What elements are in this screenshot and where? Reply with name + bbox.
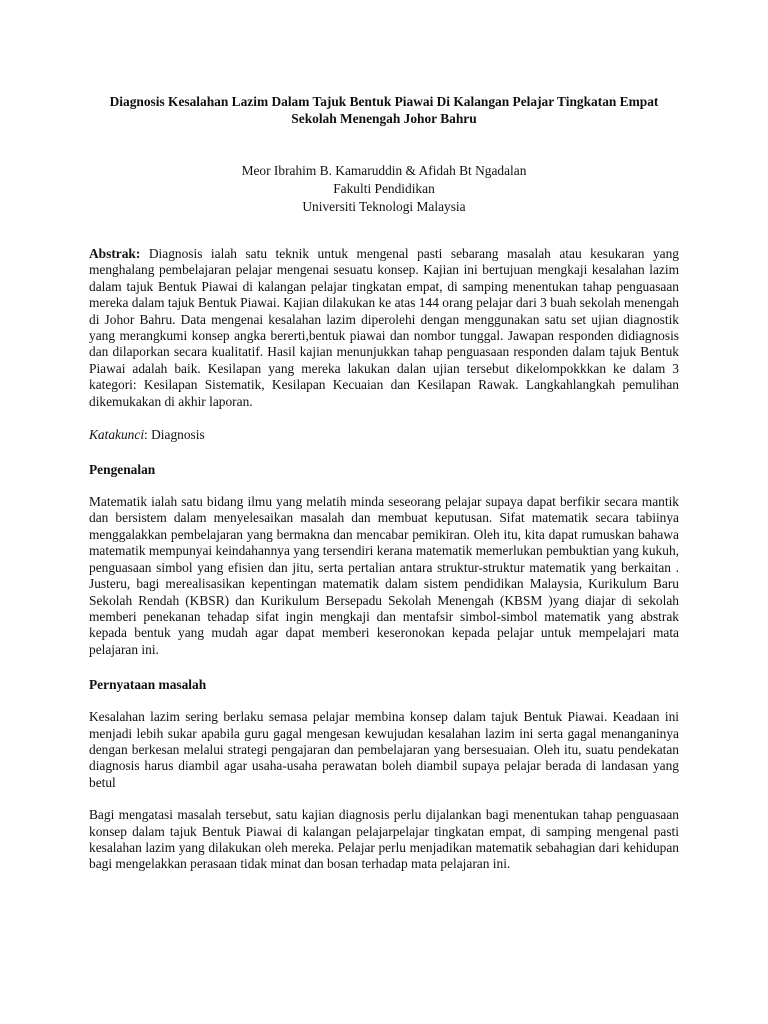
author-names: Meor Ibrahim B. Kamaruddin & Afidah Bt Ngadalan: [241, 163, 527, 178]
paper-title-line-1: Diagnosis Kesalahan Lazim Dalam Tajuk Bentuk Piawai Di Kalangan Pelajar Tingkatan Empat: [109, 94, 659, 109]
keywords: [89, 427, 679, 443]
abstract: [89, 246, 679, 410]
keywords-value: : Diagnosis: [144, 427, 205, 443]
paper-title-line-2: Sekolah Menengah Johor Bahru: [291, 111, 477, 126]
author-block: [89, 162, 679, 216]
paragraph-pernyataan-masalah-1: Kesalahan lazim sering berlaku semasa pelajar membina konsep dalam tajuk Bentuk Piawai. Keadaan ini menjadi lebih sukar apabila guru gagal mengesan kewujudan kesalahan lazim ini serta gagal menanganinya dengan berkesan melalui strategi pengajaran dan pembelajaran yang bersesuaian. Oleh itu, suatu pendekatan diagnosis harus diambil agar usaha-usaha perawatan boleh diambil supaya pelajar berada di landasan yang betul: [89, 709, 679, 790]
author-faculty: Fakulti Pendidikan: [333, 181, 435, 196]
section-heading-pernyataan-masalah: Pernyataan masalah: [89, 677, 207, 693]
keywords-label: Katakunci: [89, 427, 145, 443]
paper-title: [89, 93, 679, 127]
abstract-text: Diagnosis ialah satu teknik untuk mengenal pasti sebarang masalah atau kesukaran yang menghalang pembelajaran pelajar mengenai sesuatu konsep. Kajian ini bertujuan mengkaji kesalahan lazim dalam tajuk Bentuk Piawai di kalangan pelajar tingkatan empat, di samping menentukan tahap penguasaan mereka dalam tajuk Bentuk Piawai. Kajian dilakukan ke atas 144 orang pelajar dari 3 buah sekolah menengah di Johor Bahru. Data mengenai kesalahan lazim diperolehi dengan menggunakan satu set ujian diagnostik yang merangkumi konsep angka bererti,bentuk piawai dan nombor tunggal. Jawapan responden didiagnosis dan dilaporkan secara kualitatif. Hasil kajian menunjukkan tahap penguasaan responden dalam tajuk Bentuk Piawai adalah baik. Kesilapan yang mereka lakukan dalan ujian tersebut dikelompokkkan ke dalam 3 kategori: Kesilapan Sistematik, Kesilapan Kecuaian dan Kesilapan Rawak. Langkahlangkah pemulihan dikemukakan di akhir laporan.: [89, 246, 679, 409]
section-heading-pengenalan: Pengenalan: [89, 462, 156, 478]
abstract-label: Abstrak:: [89, 246, 141, 261]
author-university: Universiti Teknologi Malaysia: [302, 199, 466, 214]
paragraph-pengenalan-1: Matematik ialah satu bidang ilmu yang melatih minda seseorang pelajar supaya dapat berfikir secara mantik dan bersistem dalam menyelesaikan masalah dan membuat keputusan. Sifat matematik secara tabiinya menggalakkan pembelajaran yang bermakna dan mencabar pemikiran. Oleh itu, kita dapat rumuskan bahawa matematik mempunyai keindahannya yang tersendiri kerana matematik memerlukan pembuktian yang kukuh, penguasaan simbol yang efisien dan jitu, serta pertalian antara struktur-struktur matematik yang berkaitan . Justeru, bagi merealisasikan kepentingan matematik dalam sistem pendidikan Malaysia, Kurikulum Baru Sekolah Rendah (KBSR) dan Kurikulum Bersepadu Sekolah Menengah (KBSM )yang diajar di sekolah memberi penekanan tehadap sifat ingin mengkaji dan mentafsir simbol-simbol matematik yang abstrak kepada bentuk yang mudah agar dapat memberi keseronokan kepada pelajar untuk mempelajari mata pelajaran ini.: [89, 494, 679, 657]
paragraph-pernyataan-masalah-2: Bagi mengatasi masalah tersebut, satu kajian diagnosis perlu dijalankan bagi menentukan tahap penguasaan konsep dalam tajuk Bentuk Piawai di kalangan pelajarpelajar tingkatan empat, di samping mengenal pasti kesalahan lazim yang dilakukan oleh mereka. Pelajar perlu menjadikan matematik sebahagian dari kehidupan bagi mengelakkan perasaan tidak minat dan bosan terhadap mata pelajaran ini.: [89, 807, 679, 872]
document-page: [89, 93, 679, 873]
